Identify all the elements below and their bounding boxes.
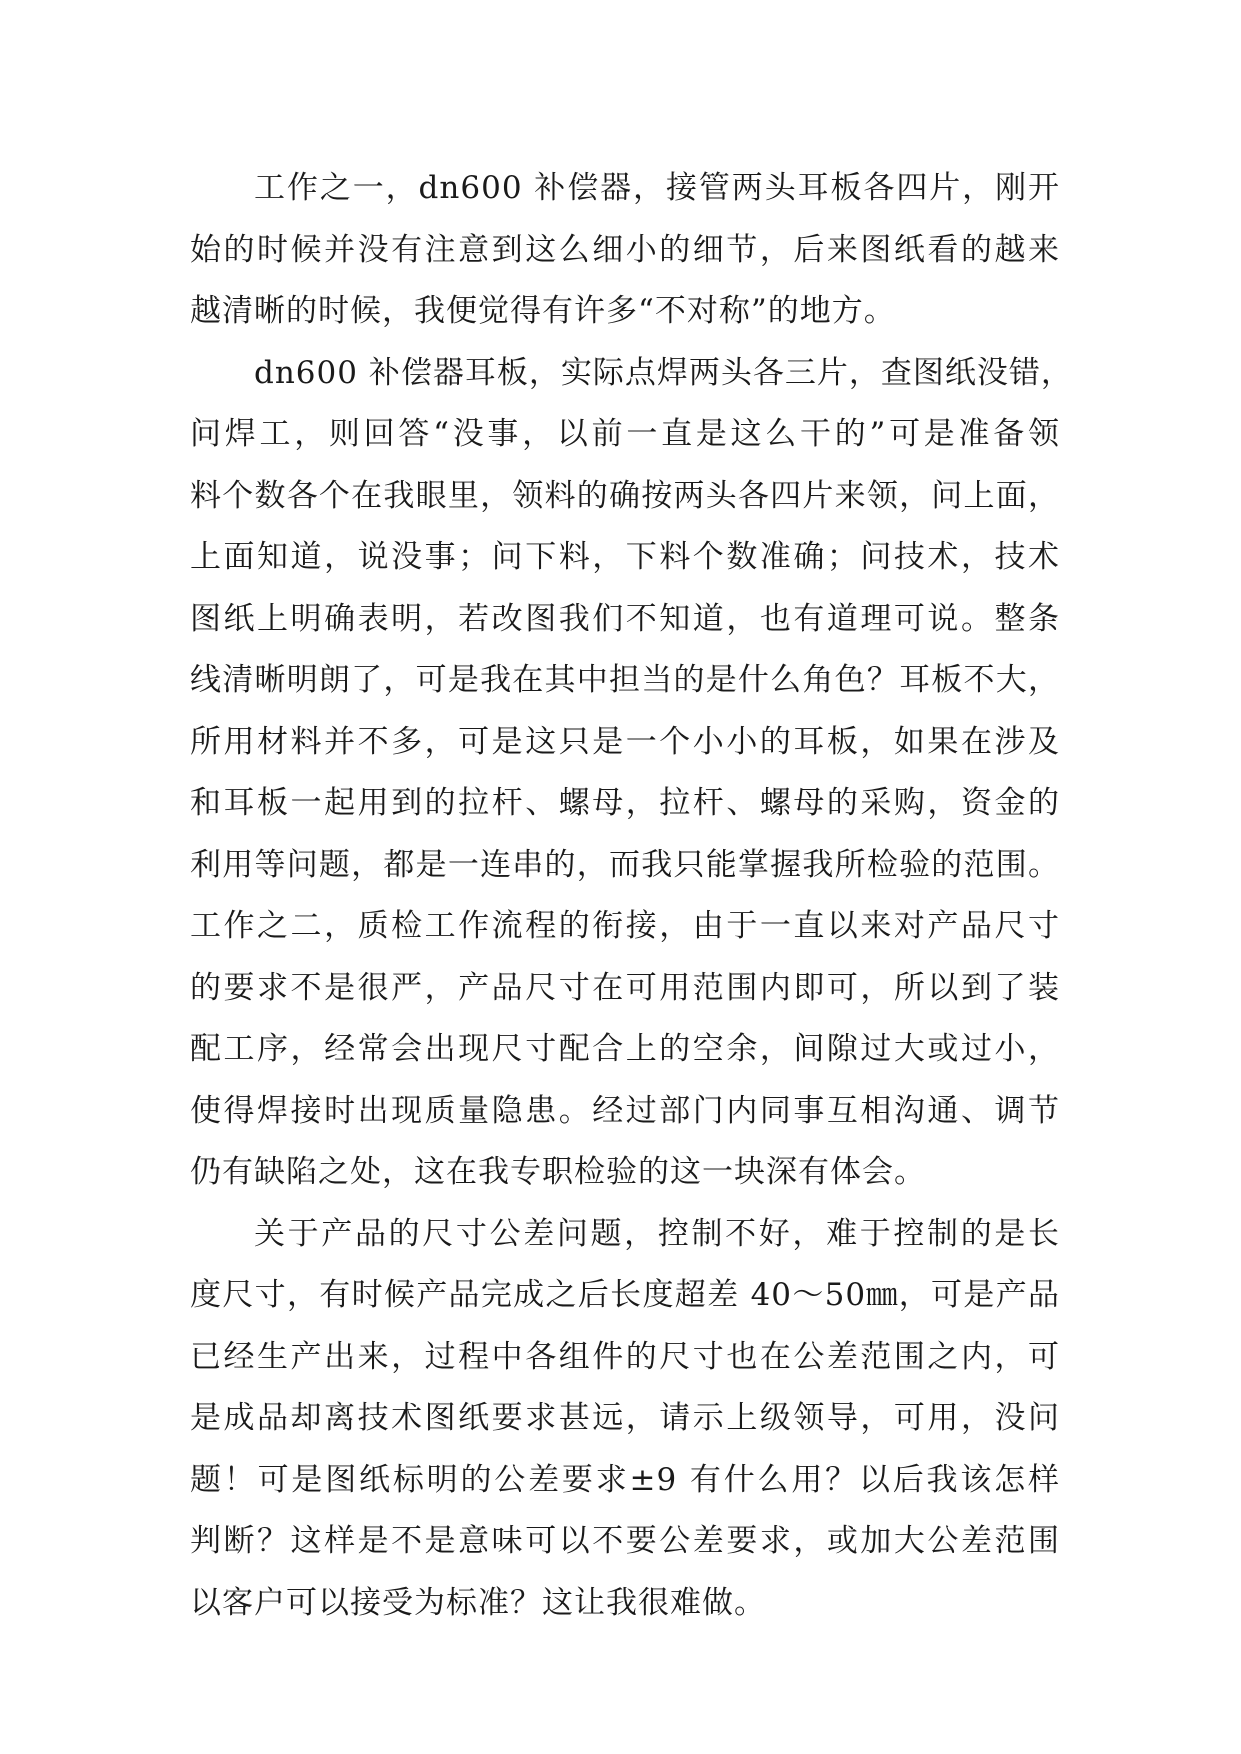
paragraph-3-line-1: 关于产品的尺寸公差问题，控制不好，难于控制的是长 — [254, 1215, 1060, 1252]
paragraph-1-line-2: 始的时候并没有注意到这么细小的细节，后来图纸看的越来 — [190, 231, 1060, 268]
paragraph-2-line-3: 料个数各个在我眼里，领料的确按两头各四片来领，问上面， — [190, 477, 1060, 514]
paragraph-2-line-10: 工作之二，质检工作流程的衔接，由于一直以来对产品尺寸 — [190, 908, 1060, 944]
paragraph-2-line-4: 上面知道，说没事；问下料，下料个数准确；问技术，技术 — [190, 539, 1060, 575]
paragraph-2-line-11: 的要求不是很严，产品尺寸在可用范围内即可，所以到了装 — [190, 969, 1060, 1006]
paragraph-2-line-7: 所用材料并不多，可是这只是一个小小的耳板，如果在涉及 — [190, 723, 1060, 760]
paragraph-1-line-3: 越清晰的时候，我便觉得有许多“不对称”的地方。 — [190, 293, 896, 329]
paragraph-3-line-5: 题！可是图纸标明的公差要求±9 有什么用？以后我该怎样 — [190, 1461, 1060, 1498]
paragraph-3-line-7: 以客户可以接受为标准？这让我很难做。 — [190, 1584, 766, 1621]
paragraph-3-line-4: 是成品却离技术图纸要求甚远，请示上级领导，可用，没问 — [190, 1400, 1060, 1436]
paragraph-1-line-1: 工作之一，dn600 补偿器，接管两头耳板各四片，刚开 — [254, 170, 1060, 206]
paragraph-2-line-14: 仍有缺陷之处，这在我专职检验的这一块深有体会。 — [190, 1154, 926, 1190]
paragraph-2-line-6: 线清晰明朗了，可是我在其中担当的是什么角色？耳板不大， — [190, 662, 1060, 698]
paragraph-2-line-13: 使得焊接时出现质量隐患。经过部门内同事互相沟通、调节 — [190, 1092, 1060, 1129]
paragraph-3-line-6: 判断？这样是不是意味可以不要公差要求，或加大公差范围 — [190, 1523, 1060, 1559]
paragraph-2-line-12: 配工序，经常会出现尺寸配合上的空余，间隙过大或过小， — [190, 1031, 1060, 1067]
paragraph-2-line-9: 利用等问题，都是一连串的，而我只能掌握我所检验的范围。 — [190, 846, 1060, 883]
paragraph-3-line-3: 已经生产出来，过程中各组件的尺寸也在公差范围之内，可 — [190, 1338, 1060, 1375]
paragraph-2-line-5: 图纸上明确表明，若改图我们不知道，也有道理可说。整条 — [190, 600, 1060, 637]
paragraph-2-line-2: 问焊工，则回答“没事，以前一直是这么干的”可是准备领 — [190, 416, 1060, 452]
paragraph-3-line-2: 度尺寸，有时候产品完成之后长度超差 40～50㎜，可是产品 — [190, 1277, 1060, 1313]
paragraph-2-line-1: dn600 补偿器耳板，实际点焊两头各三片，查图纸没错， — [254, 354, 1073, 391]
paragraph-2-line-8: 和耳板一起用到的拉杆、螺母，拉杆、螺母的采购，资金的 — [190, 785, 1060, 821]
document-body — [190, 158, 1073, 1634]
